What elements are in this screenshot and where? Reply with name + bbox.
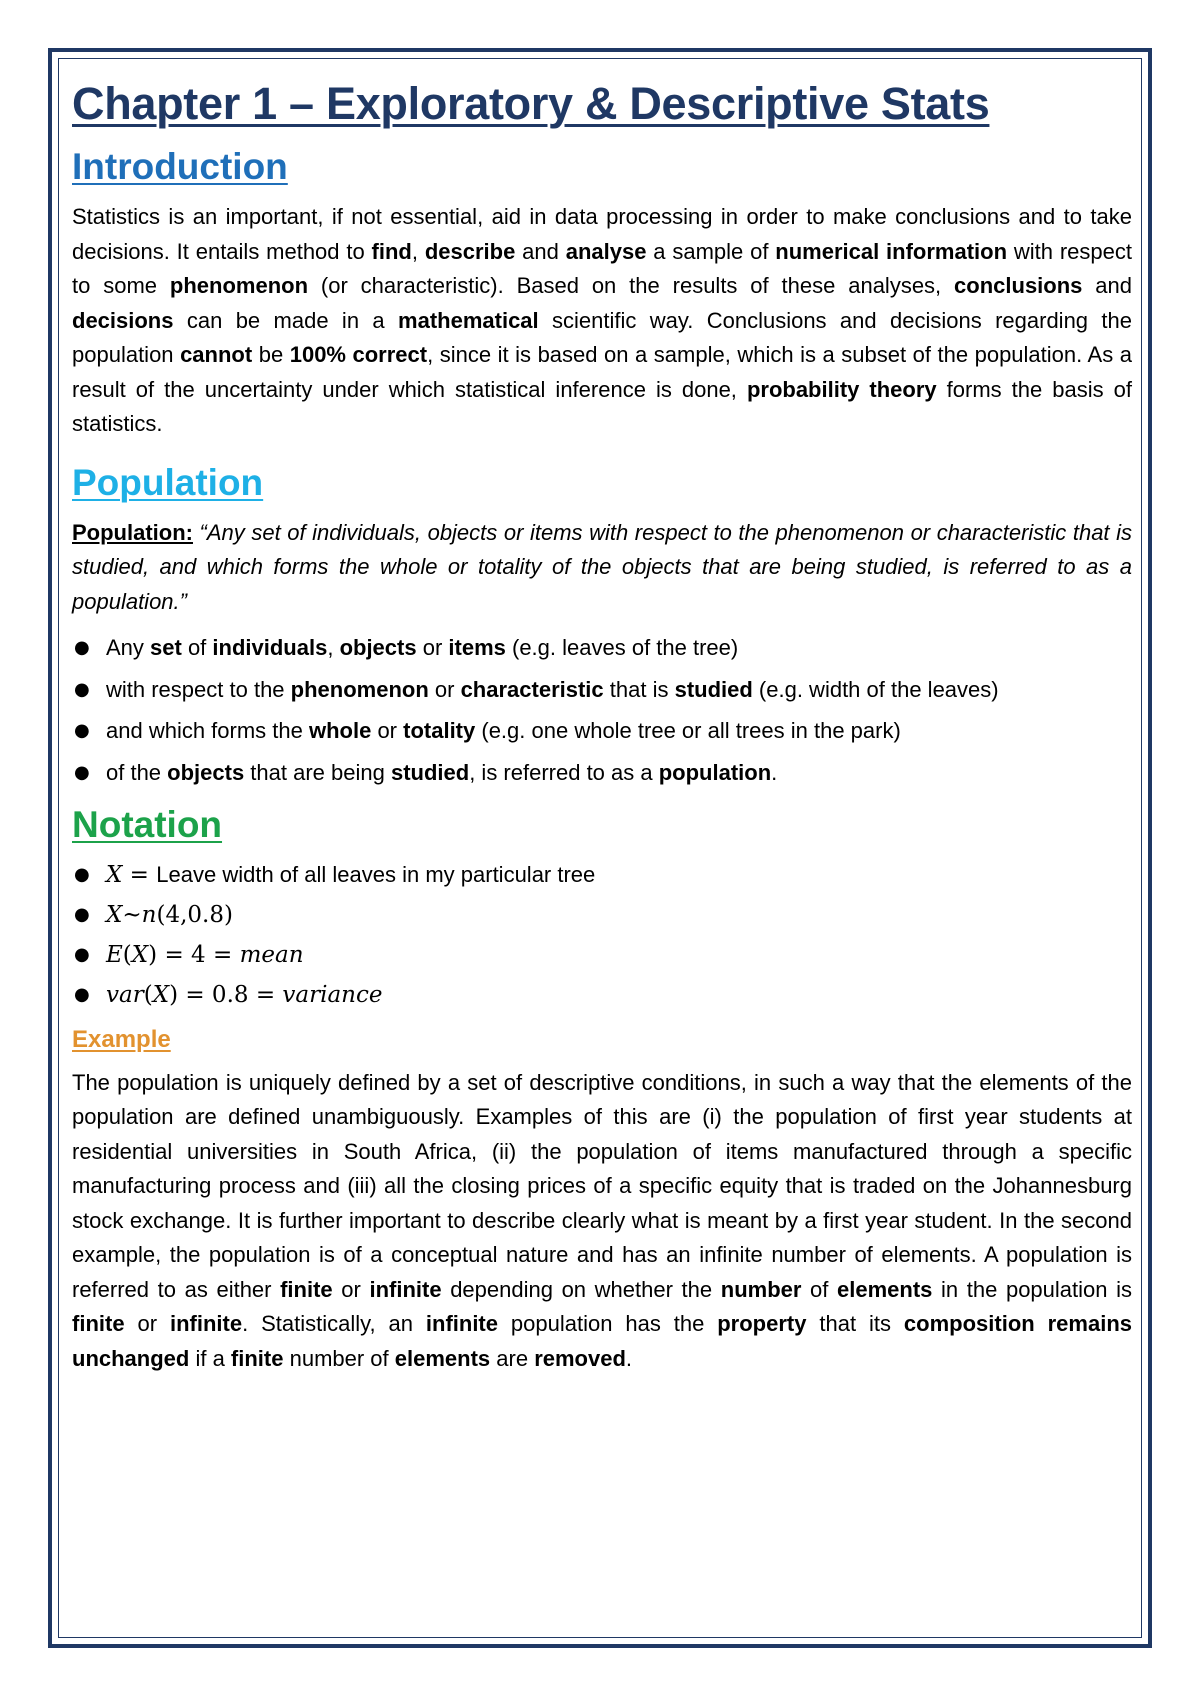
notation-list <box>72 860 1132 1010</box>
notation-heading: Notation <box>72 803 223 845</box>
list-item: ● E(X) = 4 = mean <box>74 941 304 968</box>
population-definition <box>72 516 1132 620</box>
introduction-heading: Introduction <box>72 146 288 187</box>
list-item: ● Any set of individuals, objects or items (e.g. leaves of the tree) <box>72 633 1132 663</box>
list-item: ● X = Leave width of all leaves in my particular tree <box>74 861 596 888</box>
list-item: ● var(X) = 0.8 = variance <box>74 981 383 1008</box>
bullet-icon: ● <box>74 863 90 885</box>
list-item: ● of the objects that are being studied, is referred to as a population. <box>72 758 1132 788</box>
bullet-icon: ● <box>74 943 90 965</box>
list-item: ● X~n(4,0.8) <box>74 901 233 928</box>
bullet-icon: ● <box>74 637 90 658</box>
bullet-icon: ● <box>74 903 90 925</box>
introduction-paragraph: Statistics is an important, if not essential, aid in data processing in order to make conclusions and to take decisions. It entails method to find, describe and analyse a sample of numerical information with respect to some phenomenon (or characteristic). Based on the results of these analyses, conclusions and decisions can be made in a mathematical scientific way. Conclusions and decisions regarding the population cannot be 100% correct, since it is based on a sample, which is a subset of the population. As a result of the uncertainty under which statistical inference is done, probability theory forms the basis of statistics. <box>72 204 1132 436</box>
chapter-title: Chapter 1 – Exploratory & Descriptive Stats <box>72 78 990 129</box>
bullet-icon: ● <box>74 678 90 700</box>
bullet-icon: ● <box>74 720 90 741</box>
definition-label: Population: <box>72 519 193 545</box>
definition-quote: “Any set of individuals, objects or items with respect to the phenomenon or characteristic that is studied, and which forms the whole or totality of the objects that are being studied, is referred to as a population.” <box>72 519 1132 614</box>
list-item: ● with respect to the phenomenon or characteristic that is studied (e.g. width of the leaves) <box>72 675 1132 705</box>
bullet-icon: ● <box>74 761 90 783</box>
population-bullet-list <box>72 633 1132 788</box>
example-paragraph: The population is uniquely defined by a set of descriptive conditions, in such a way that the elements of the population are defined unambiguously. Examples of this are (i) the population of first year students at residential universities in South Africa, (ii) the population of items manufactured through a specific manufacturing process and (iii) all the closing prices of a specific equity that is traded on the Johannesburg stock exchange. It is further important to describe clearly what is meant by a first year student. In the second example, the population is of a conceptual nature and has an infinite number of elements. A population is referred to as either finite or infinite depending on whether the number of elements in the population is finite or infinite. Statistically, an infinite population has the property that its composition remains unchanged if a finite number of elements are removed. <box>72 1069 1132 1371</box>
example-heading: Example <box>72 1025 171 1053</box>
document-body <box>72 78 1132 1376</box>
list-item: ● and which forms the whole or totality (e.g. one whole tree or all trees in the park) <box>72 716 1132 746</box>
population-heading: Population <box>72 461 264 503</box>
bullet-icon: ● <box>74 983 90 1005</box>
